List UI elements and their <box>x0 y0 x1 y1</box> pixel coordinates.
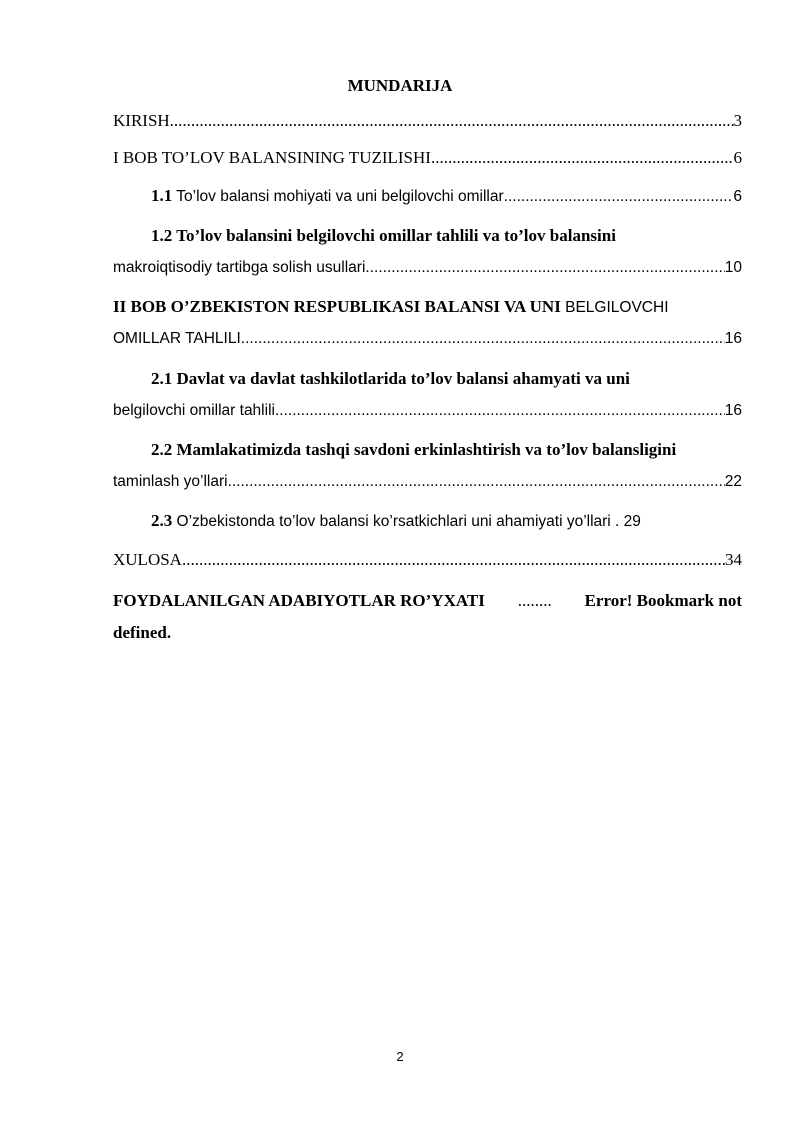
toc-entry-label: I BOB TO’LOV BALANSINING TUZILISHI <box>113 148 431 167</box>
toc-entry-label-cont: taminlash yo’llari <box>113 473 228 490</box>
toc-entry-label: Mamlakatimizda tashqi savdoni erkinlashtirish va to’lov balansligini <box>172 440 677 459</box>
toc-page-number: 3 <box>733 111 742 130</box>
toc-page-number: 6 <box>733 188 742 205</box>
toc-entry-bob2-line1[interactable] <box>113 297 742 318</box>
leader-dots <box>365 258 724 278</box>
bookmark-error: Error! Bookmark not <box>584 591 742 610</box>
toc-page-number: 34 <box>725 550 742 569</box>
leader-dots <box>228 472 725 492</box>
bookmark-error-cont: defined. <box>113 623 172 642</box>
toc-entry-1-2-line1[interactable] <box>151 226 742 246</box>
toc-entry-label: II BOB O’ZBEKISTON RESPUBLIKASI BALANSI VA UNI <box>113 297 561 316</box>
toc-entry-1-2-line2[interactable] <box>113 258 742 278</box>
toc-entry-1-1[interactable] <box>151 186 742 207</box>
toc-entry-2-2-line1[interactable] <box>151 440 742 460</box>
toc-page-number: 16 <box>724 402 742 419</box>
toc-entry-label: FOYDALANILGAN ADABIYOTLAR RO’YXATI <box>113 591 485 610</box>
toc-entry-label-cont: OMILLAR TAHLILI <box>113 330 241 347</box>
toc-entry-2-3[interactable] <box>151 511 742 532</box>
toc-page-number: 22 <box>724 473 742 490</box>
toc-entry-bob2-line2[interactable] <box>113 329 742 349</box>
toc-entry-label: To’lov balansini belgilovchi omillar tahlili va to’lov balansini <box>172 226 616 245</box>
toc-entry-2-2-line2[interactable] <box>113 472 742 492</box>
toc-entry-xulosa[interactable] <box>113 550 742 570</box>
toc-page-number: 6 <box>733 148 742 167</box>
leader-dots <box>182 550 725 570</box>
section-number: 2.2 <box>151 440 173 459</box>
toc-page-number: 10 <box>724 259 742 276</box>
toc-entry-2-1-line2[interactable] <box>113 401 742 421</box>
toc-entry-bob1[interactable] <box>113 148 742 168</box>
toc-page-number: 16 <box>724 330 742 347</box>
toc-entry-label: KIRISH <box>113 111 170 130</box>
toc-entry-foydalanilgan-line2[interactable] <box>113 623 742 643</box>
toc-entry-kirish[interactable] <box>113 111 742 131</box>
toc-entry-label: O’zbekistonda to’lov balansi ko’rsatkichlari uni ahamiyati yo’llari . 29 <box>172 513 641 530</box>
leader-dots: ........ <box>517 591 552 610</box>
toc-entry-2-1-line1[interactable] <box>151 369 742 389</box>
toc-entry-label-cont: makroiqtisodiy tartibga solish usullari <box>113 259 366 276</box>
toc-entry-label: Davlat va davlat tashkilotlarida to’lov balansi ahamyati va uni <box>172 369 630 388</box>
toc-entry-foydalanilgan-line1[interactable] <box>113 591 742 611</box>
section-number: 1.1 <box>151 186 173 205</box>
toc-entry-label-rest: BELGILOVCHI <box>560 299 669 316</box>
toc-entry-label: XULOSA <box>113 550 182 569</box>
leader-dots <box>504 187 734 207</box>
page-number: 2 <box>396 1049 404 1064</box>
page-title: MUNDARIJA <box>347 76 453 95</box>
section-number: 2.3 <box>151 511 173 530</box>
leader-dots <box>241 329 725 349</box>
section-number: 1.2 <box>151 226 173 245</box>
toc-entry-label-cont: belgilovchi omillar tahlili <box>113 402 275 419</box>
toc-entry-label: To’lov balansi mohiyati va uni belgilovchi omillar <box>172 188 504 205</box>
leader-dots <box>431 148 734 168</box>
leader-dots <box>170 111 734 131</box>
leader-dots <box>275 401 725 421</box>
section-number: 2.1 <box>151 369 173 388</box>
